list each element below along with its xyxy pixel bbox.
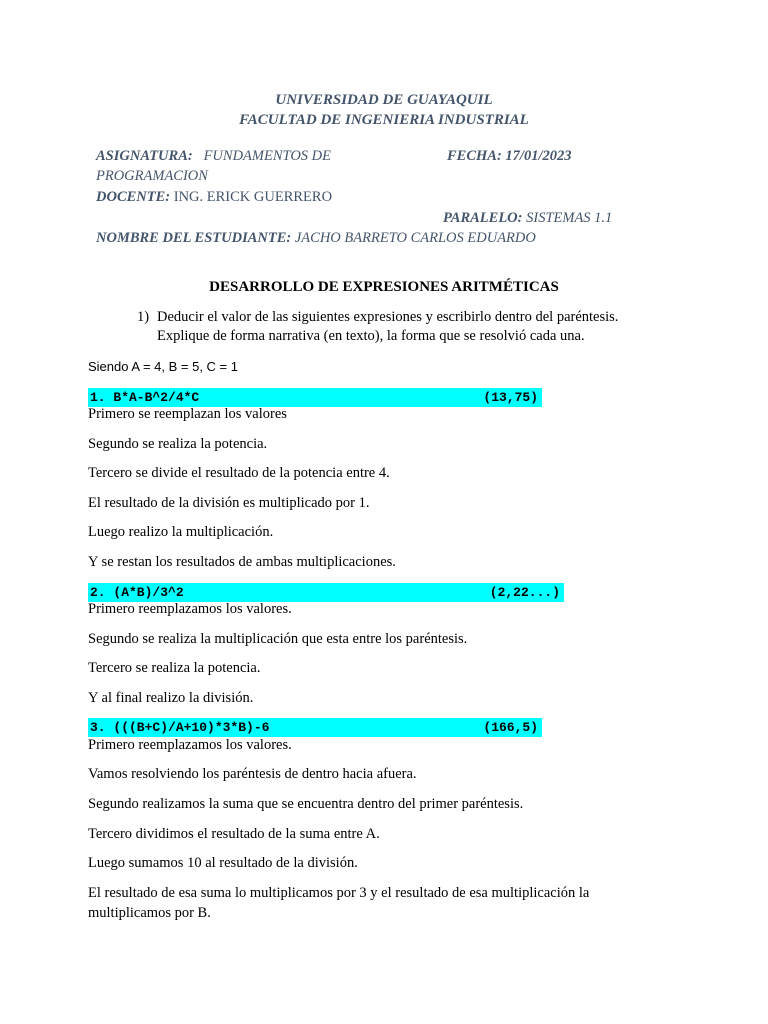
exercise-3-step: Vamos resolviendo los paréntesis de dentro hacia afuera.	[88, 766, 417, 782]
parallel-value: SISTEMAS 1.1	[526, 210, 613, 226]
exercise-3-result: (166,5)	[483, 720, 538, 735]
exercise-1-step: Primero se reemplazan los valores	[88, 406, 287, 422]
teacher-label: DOCENTE:	[96, 189, 171, 205]
teacher-value: ING. ERICK GUERRERO	[173, 189, 333, 205]
exercise-3-highlight	[88, 718, 542, 737]
exercise-1-step: Segundo se realiza la potencia.	[88, 436, 268, 452]
subject-row	[96, 148, 331, 165]
student-row	[96, 230, 536, 247]
exercise-3-expression: 3. (((B+C)/A+10)*3*B)-6	[90, 720, 270, 735]
exercise-2-expression: 2. (A*B)/3^2	[90, 585, 184, 600]
teacher-row	[96, 189, 332, 206]
question-line-1: Deducir el valor de las siguientes expresiones y escribirlo dentro del paréntesis.	[157, 309, 619, 325]
exercise-2-step: Primero reemplazamos los valores.	[88, 601, 292, 617]
exercise-3-step: Primero reemplazamos los valores.	[88, 737, 292, 753]
exercise-2-step: Y al final realizo la división.	[88, 690, 254, 706]
subject-value-continued: PROGRAMACION	[96, 168, 208, 184]
date-value: 17/01/2023	[505, 148, 572, 164]
question-number: 1)	[137, 309, 150, 325]
date-label: FECHA:	[447, 148, 502, 164]
exercise-3-step: Segundo realizamos la suma que se encuentra dentro del primer paréntesis.	[88, 796, 524, 812]
parallel-label: PARALELO:	[443, 210, 523, 226]
exercise-1-result: (13,75)	[483, 390, 538, 405]
exercise-2-highlight	[88, 583, 564, 602]
university-title: UNIVERSIDAD DE GUAYAQUIL	[275, 92, 493, 108]
exercise-3-step: El resultado de esa suma lo multiplicamos por 3 y el resultado de esa multiplicación la	[88, 885, 590, 901]
subject-value: FUNDAMENTOS DE	[203, 148, 331, 164]
student-value: JACHO BARRETO CARLOS EDUARDO	[294, 230, 536, 246]
question-line-2: Explique de forma narrativa (en texto), la forma que se resolvió cada una.	[157, 328, 585, 344]
parallel-row	[443, 210, 612, 227]
exercise-3-step: multiplicamos por B.	[88, 905, 211, 921]
exercise-1-expression: 1. B*A-B^2/4*C	[90, 390, 200, 405]
exercise-2-result: (2,22...)	[489, 585, 560, 600]
date-row	[447, 148, 571, 165]
subject-label: ASIGNATURA:	[96, 148, 193, 164]
exercise-3-step: Luego sumamos 10 al resultado de la división.	[88, 855, 358, 871]
exercise-1-step: Y se restan los resultados de ambas multiplicaciones.	[88, 554, 396, 570]
exercise-1-highlight	[88, 388, 542, 407]
section-title: DESARROLLO DE EXPRESIONES ARITMÉTICAS	[209, 279, 559, 295]
exercise-1-step: El resultado de la división es multiplicado por 1.	[88, 495, 370, 511]
exercise-3-step: Tercero dividimos el resultado de la suma entre A.	[88, 826, 380, 842]
exercise-2-step: Segundo se realiza la multiplicación que esta entre los paréntesis.	[88, 631, 468, 647]
given-values: Siendo A = 4, B = 5, C = 1	[88, 359, 238, 374]
faculty-title: FACULTAD DE INGENIERIA INDUSTRIAL	[239, 112, 529, 128]
student-label: NOMBRE DEL ESTUDIANTE:	[96, 230, 292, 246]
exercise-1-step: Tercero se divide el resultado de la potencia entre 4.	[88, 465, 390, 481]
exercise-2-step: Tercero se realiza la potencia.	[88, 660, 261, 676]
exercise-1-step: Luego realizo la multiplicación.	[88, 524, 274, 540]
